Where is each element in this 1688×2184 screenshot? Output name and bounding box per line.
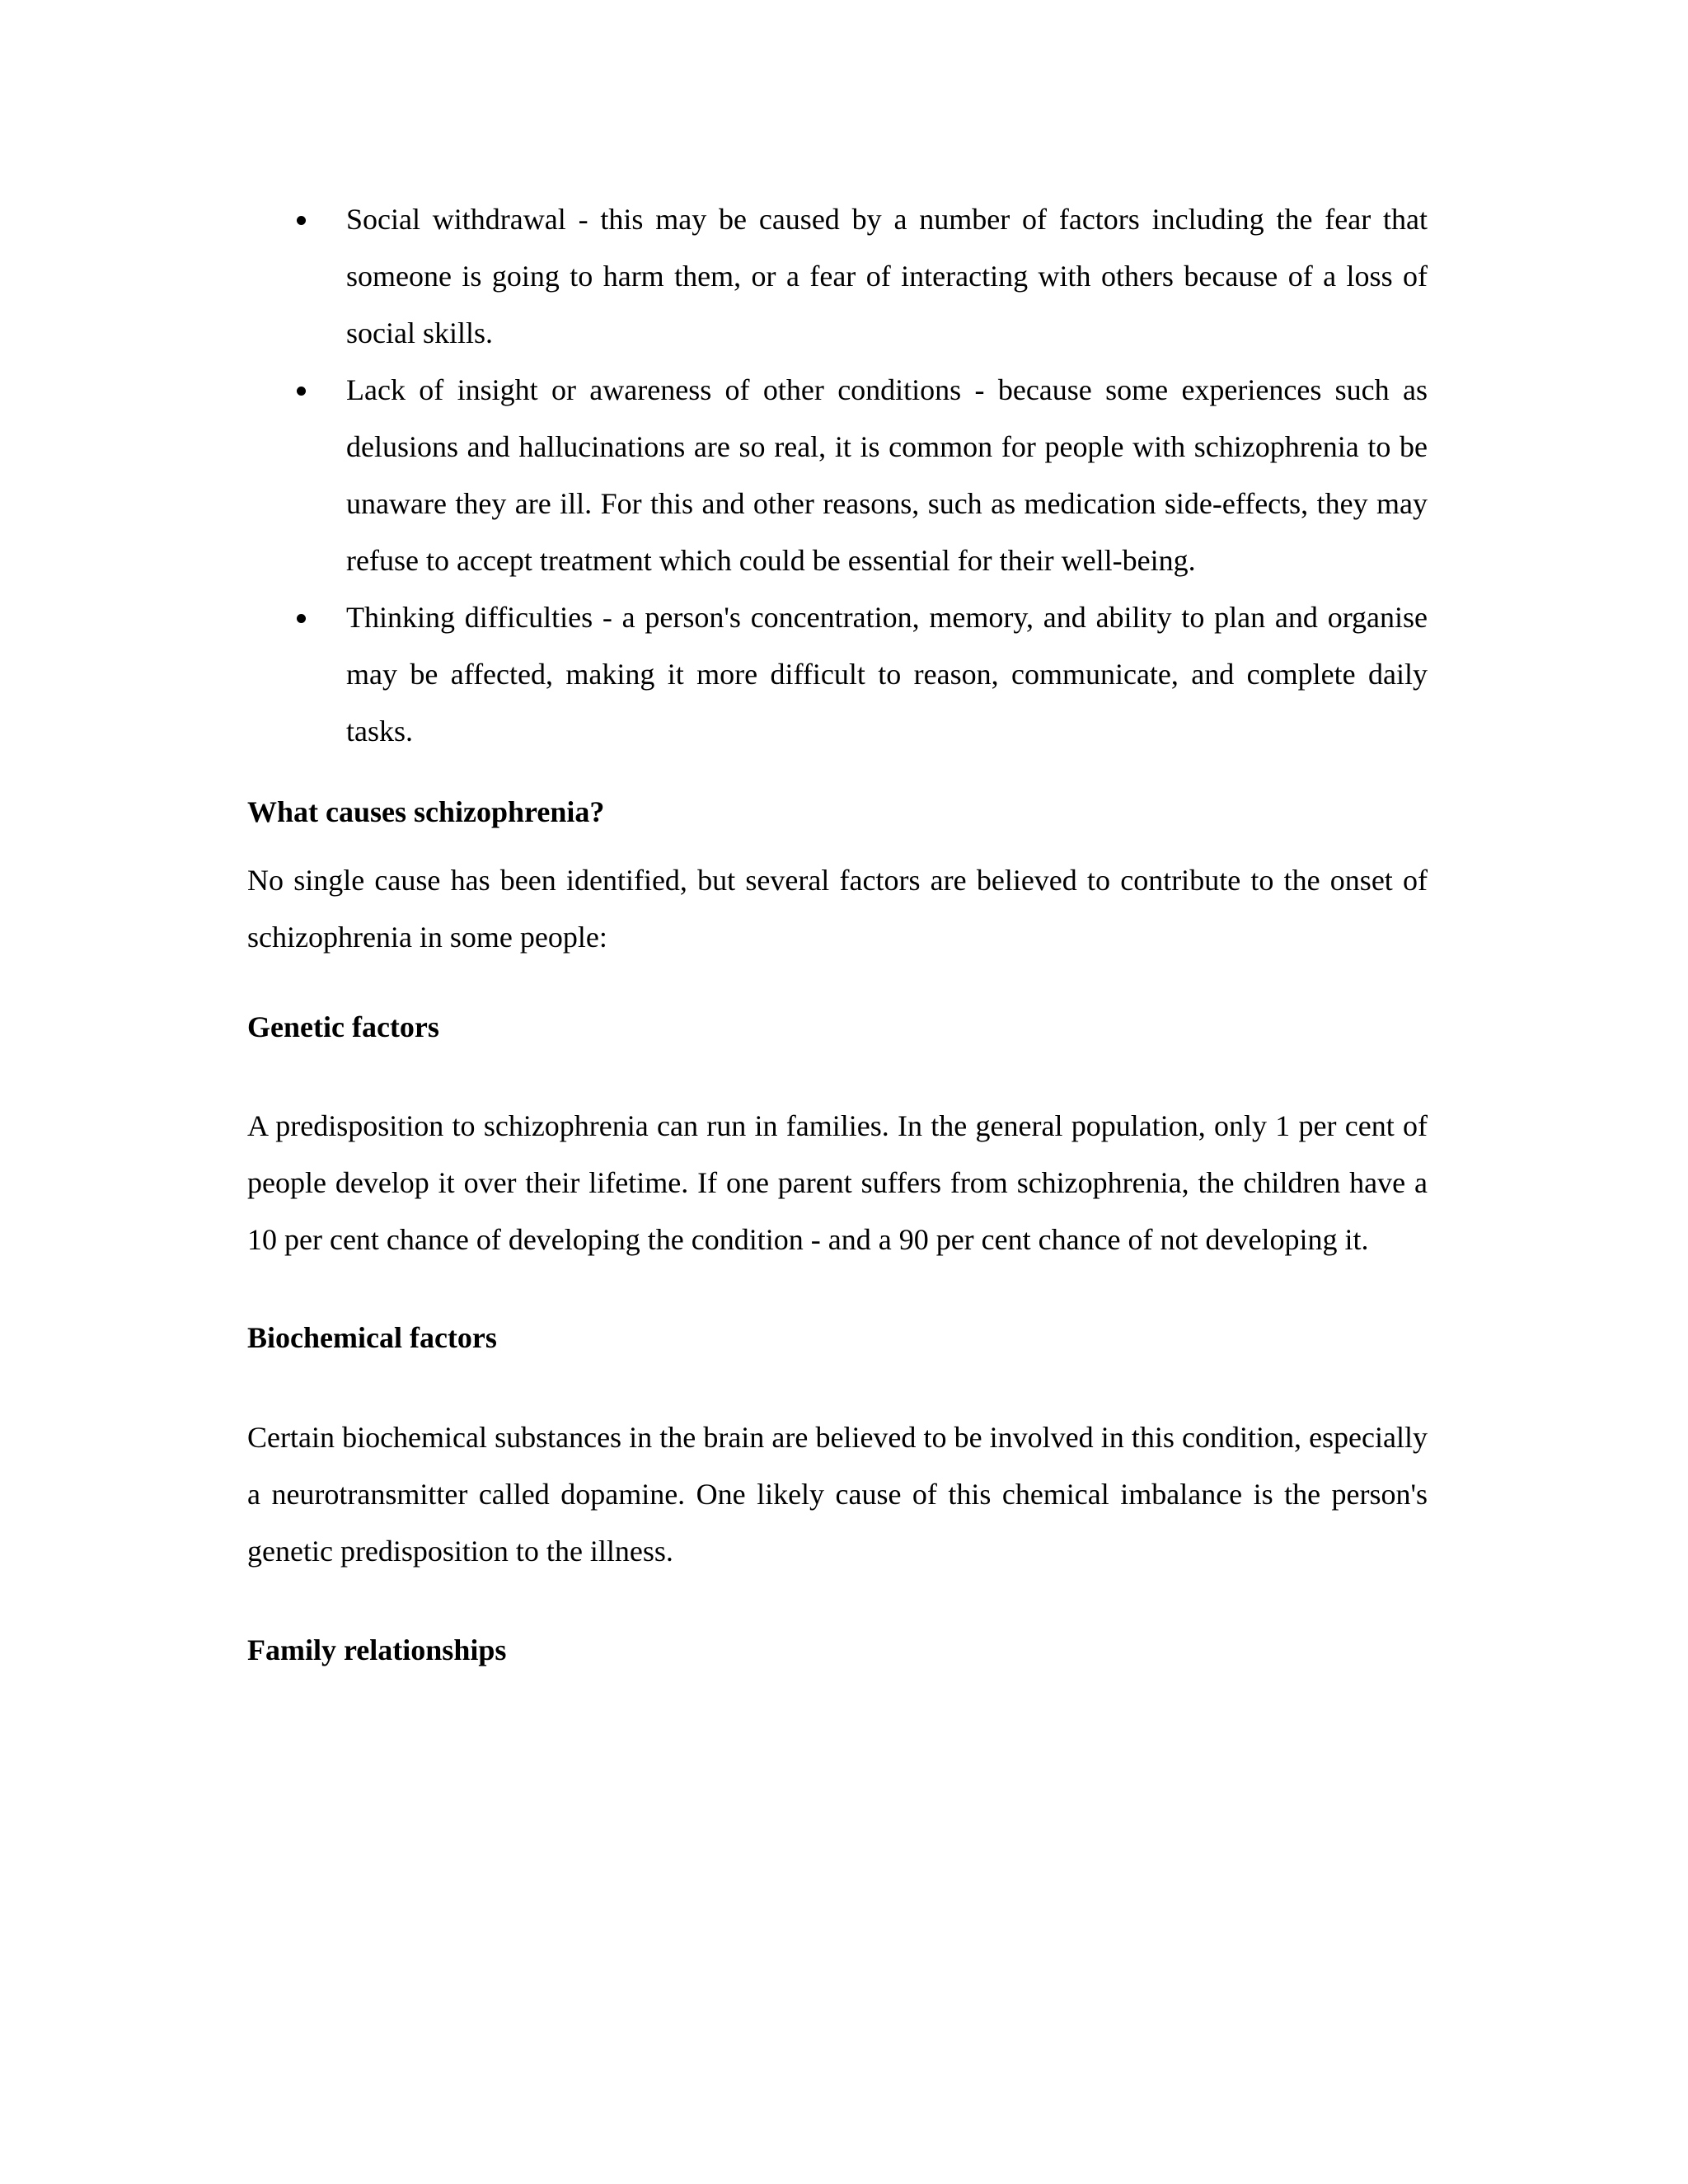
bullet-dot-icon [297, 614, 306, 623]
genetic-factors-paragraph: A predisposition to schizophrenia can run in families. In the general population, only 1 per cent of people develop it over their lifetime. If one parent suffers from schizophrenia, the children have a 10 per cent chance of developing the condition - and a 90 per cent chance of not developing it. [247, 1109, 1428, 1256]
bullet-text: Thinking difficulties - a person's concentration, memory, and ability to plan and organise may be affected, making it more difficult to reason, communicate, and complete daily tasks. [346, 601, 1428, 748]
biochemical-factors-heading: Biochemical factors [247, 1321, 497, 1354]
bullet-thinking-difficulties [346, 589, 1428, 760]
bullet-text: Social withdrawal - this may be caused by a number of factors including the fear that someone is going to harm them, or a fear of interacting with others because of a loss of social skills. [346, 203, 1428, 349]
bullet-dot-icon [297, 216, 306, 225]
document-content [247, 191, 1428, 1668]
bullet-lack-of-insight [346, 362, 1428, 589]
bullet-dot-icon [297, 387, 306, 396]
genetic-factors-heading: Genetic factors [247, 1010, 439, 1043]
symptom-bullet-list [247, 191, 1428, 760]
bullet-text: Lack of insight or awareness of other conditions - because some experiences such as delusions and hallucinations are so real, it is common for people with schizophrenia to be unaware they are ill. For this and other reasons, such as medication side-effects, they may refuse to accept treatment which could be essential for their well-being. [346, 373, 1428, 577]
causes-intro-paragraph: No single cause has been identified, but several factors are believed to contribute to the onset of schizophrenia in some people: [247, 864, 1428, 954]
family-relationships-heading: Family relationships [247, 1633, 507, 1666]
biochemical-factors-paragraph: Certain biochemical substances in the brain are believed to be involved in this condition, especially a neurotransmitter called dopamine. One likely cause of this chemical imbalance is the person's genetic predisposition to the illness. [247, 1421, 1428, 1568]
bullet-social-withdrawal [346, 191, 1428, 362]
causes-heading: What causes schizophrenia? [247, 795, 605, 828]
